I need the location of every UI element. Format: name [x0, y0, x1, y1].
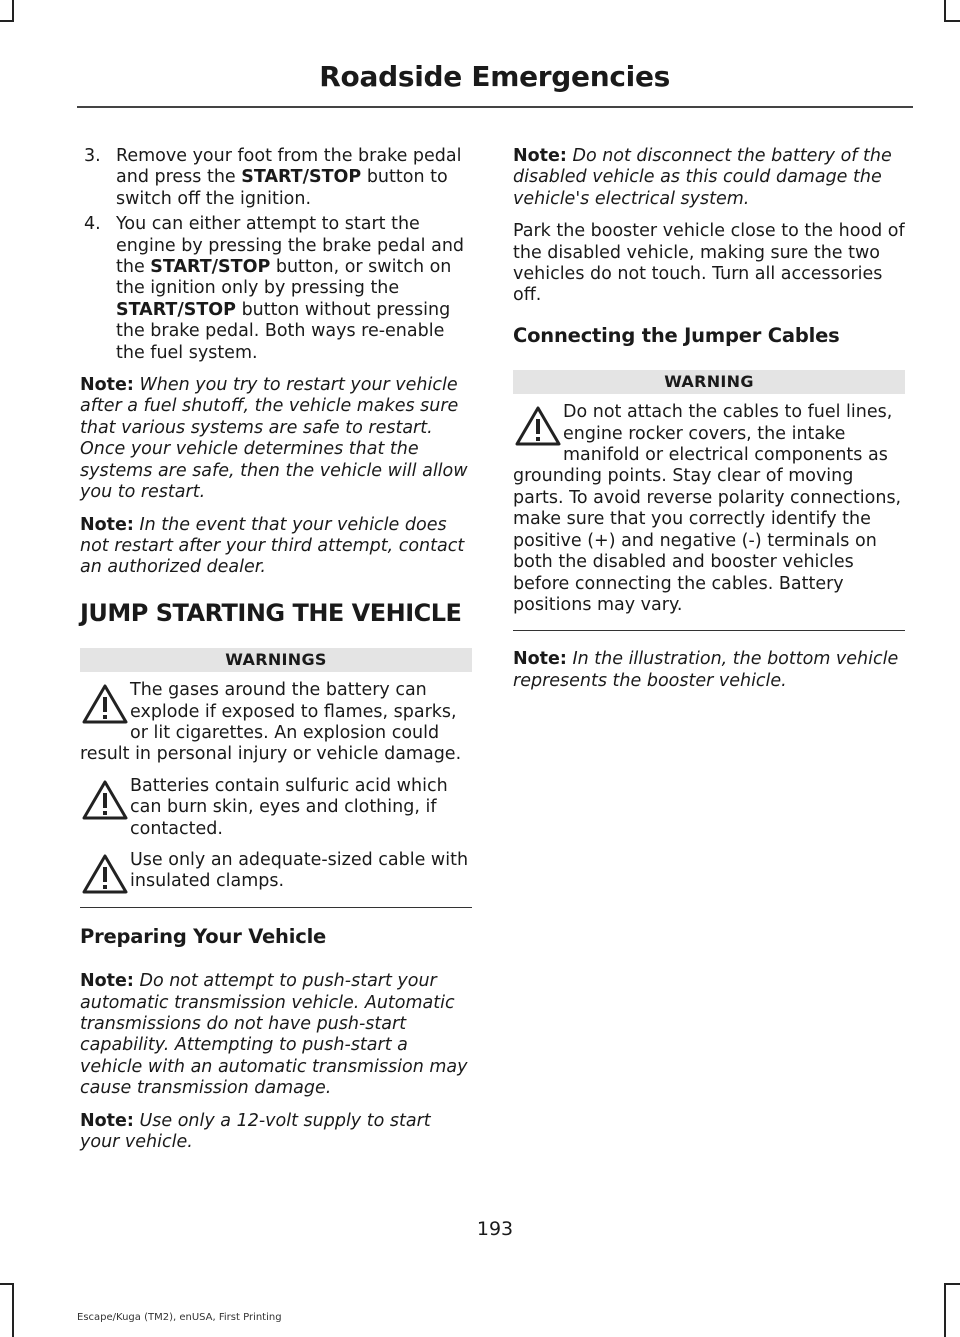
header-divider: [77, 106, 913, 108]
warning-header: WARNING: [513, 370, 905, 394]
warnings-divider: [80, 907, 472, 908]
section-title: JUMP STARTING THE VEHICLE: [80, 598, 462, 627]
chapter-title: Roadside Emergencies: [319, 60, 670, 93]
crop-mark: [944, 0, 946, 22]
warning-triangle-icon: [80, 852, 130, 896]
crop-mark: [944, 1283, 960, 1285]
crop-mark: [944, 1283, 946, 1337]
warning-triangle-icon: [80, 682, 130, 726]
footer-edition: Escape/Kuga (TM2), enUSA, First Printing: [77, 1312, 282, 1323]
subsection-title: Connecting the Jumper Cables: [513, 323, 840, 347]
warning-triangle-icon: [513, 404, 563, 448]
warning-divider: [513, 630, 905, 631]
note: Note: Do not attempt to push-start your automatic transmission vehicle. Automatic transmissions do not have push-start capability. Attempting to push-start a vehicle with an automatic transmission may cause transmission damage.: [80, 971, 468, 1099]
right-column: [513, 146, 905, 703]
crop-mark: [0, 20, 14, 22]
note: Note: Do not disconnect the battery of the disabled vehicle as this could damage the vehicle's electrical system.: [513, 146, 892, 209]
crop-mark: [12, 0, 14, 22]
crop-mark: [944, 20, 960, 22]
note: Note: Use only a 12-volt supply to start your vehicle.: [80, 1110, 431, 1153]
note: Note: In the illustration, the bottom vehicle represents the booster vehicle.: [513, 649, 899, 691]
crop-mark: [12, 1283, 14, 1337]
warning-item: Do not attach the cables to fuel lines, engine rocker covers, the intake manifold or electrical components as grounding points. Stay clear of moving parts. To avoid reverse polarity connections, make sure that you correctly identify the positive (+) and negative (-) terminals on both the disabled and booster vehicles before connecting the cables. Battery positions may vary.: [513, 402, 902, 615]
warning-item: Batteries contain sulfuric acid which can burn skin, eyes and clothing, if contacted.: [80, 776, 472, 840]
warning-item: The gases around the battery can explode if exposed to flames, sparks, or lit cigarettes. An explosion could result in personal injury or vehicle damage.: [80, 680, 462, 765]
crop-mark: [0, 1283, 14, 1285]
step-list: [80, 146, 472, 364]
subsection-title: Preparing Your Vehicle: [80, 924, 327, 948]
paragraph: Park the booster vehicle close to the hood of the disabled vehicle, making sure the two vehicles do not touch. Turn all accessories off.: [513, 221, 905, 306]
warning-item: Use only an adequate-sized cable with insulated clamps.: [80, 850, 472, 893]
page-number: 193: [476, 1218, 514, 1240]
left-column: [80, 146, 472, 1164]
note: Note: When you try to restart your vehicle after a fuel shutoff, the vehicle makes sure that various systems are safe to restart. Once your vehicle determines that the systems are safe, then the vehicle will allow you to restart.: [80, 375, 468, 503]
list-item: 3. Remove your foot from the brake pedal and press the START/STOP button to switch off the ignition.: [84, 146, 462, 209]
list-item: 4. You can either attempt to start the engine by pressing the brake pedal and the START/STOP button, or switch on the ignition only by pressing the START/STOP button without pressing the brake pedal. Both ways re-enable the fuel system.: [84, 214, 465, 363]
note: Note: In the event that your vehicle does not restart after your third attempt, contact an authorized dealer.: [80, 514, 465, 578]
warning-triangle-icon: [80, 778, 130, 822]
warnings-header: WARNINGS: [80, 648, 472, 672]
